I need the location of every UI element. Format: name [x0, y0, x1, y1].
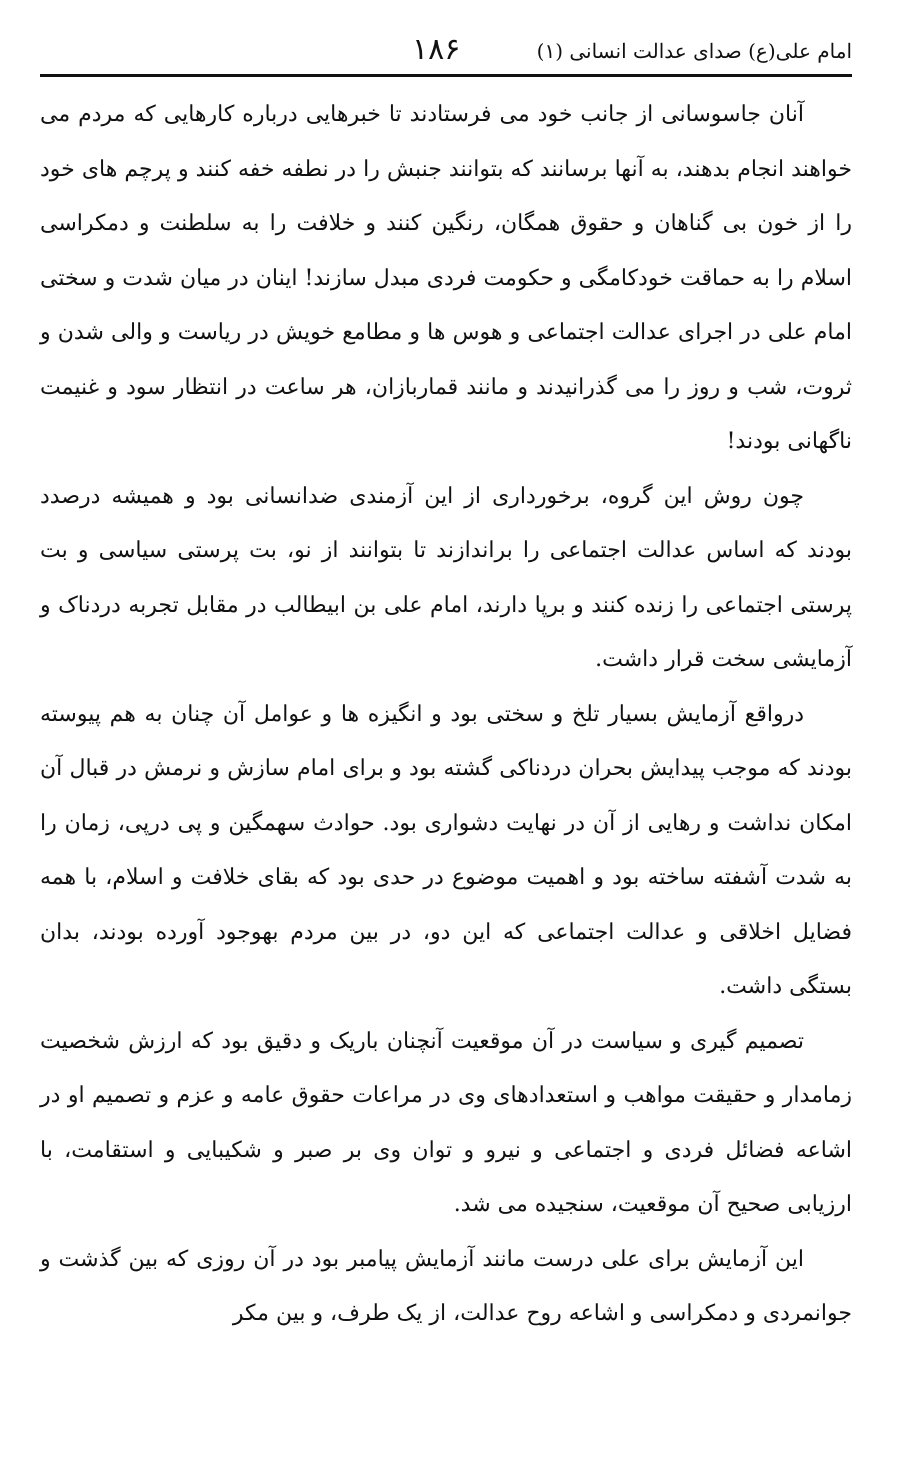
- running-header: [40, 30, 852, 77]
- page-number: ۱۸۶: [412, 32, 461, 67]
- paragraph: چون روش این گروه، برخورداری از این آزمندی ضدانسانی بود و همیشه درصدد بودند که اساس عدالت اجتماعی را براندازند تا بتوانند از نو، بت پرستی سیاسی و بت پرستی اجتماعی را زنده کنند و برپا دارند، امام علی بن ابیطالب در مقابل تجربه دردناک و آزمایشی سخت قرار داشت.: [40, 483, 852, 672]
- body-text: [40, 88, 852, 1342]
- paragraph: این آزمایش برای علی درست مانند آزمایش پیامبر بود در آن روزی که بین گذشت و جوانمردی و دمکراسی و اشاعه روح عدالت، از یک طرف، و بین مکر: [40, 1246, 852, 1326]
- paragraph: درواقع آزمایش بسیار تلخ و سختی بود و انگیزه ها و عوامل آن چنان به هم پیوسته بودند که موجب پیدایش بحران دردناکی گشته بود و برای امام سازش و نرمش در قبال آن امکان نداشت و رهایی از آن در نهایت دشواری بود. حوادث سهمگین و پی درپی، زمان را به شدت آشفته ساخته بود و اهمیت موضوع در حدی بود که بقای خلافت و اسلام، با همه فضایل اخلاقی و عدالت اجتماعی که این دو، در بین مردم بهوجود آورده بودند، بدان بستگی داشت.: [40, 701, 852, 999]
- paragraph: آنان جاسوسانی از جانب خود می فرستادند تا خبرهایی درباره کارهایی که مردم می خواهند انجام بدهند، به آنها برسانند که بتوانند جنبش را در نطفه خفه کنند و پرچم های خود را از خون بی گناهان و حقوق همگان، رنگین کنند و خلافت را به سلطنت و دمکراسی اسلام را به حماقت خودکامگی و حکومت فردی مبدل سازند! اینان در میان شدت و سختی امام علی در اجرای عدالت اجتماعی و هوس ها و مطامع خویش در ریاست و والی شدن و ثروت، شب و روز را می گذرانیدند و مانند قماربازان، هر ساعت در انتظار سود و غنیمت ناگهانی بودند!: [40, 102, 852, 454]
- book-title: امام علی(ع) صدای عدالت انسانی (۱): [536, 39, 852, 63]
- paragraph: تصمیم گیری و سیاست در آن موقعیت آنچنان باریک و دقیق بود که ارزش شخصیت زمامدار و حقیقت مواهب و استعدادهای وی در مراعات حقوق عامه و عزم و تصمیم او در اشاعه فضائل فردی و اجتماعی و نیرو و توان وی بر صبر و شکیبایی و استقامت، با ارزیابی صحیح آن موقعیت، سنجیده می شد.: [40, 1028, 852, 1217]
- book-page: [40, 0, 852, 1479]
